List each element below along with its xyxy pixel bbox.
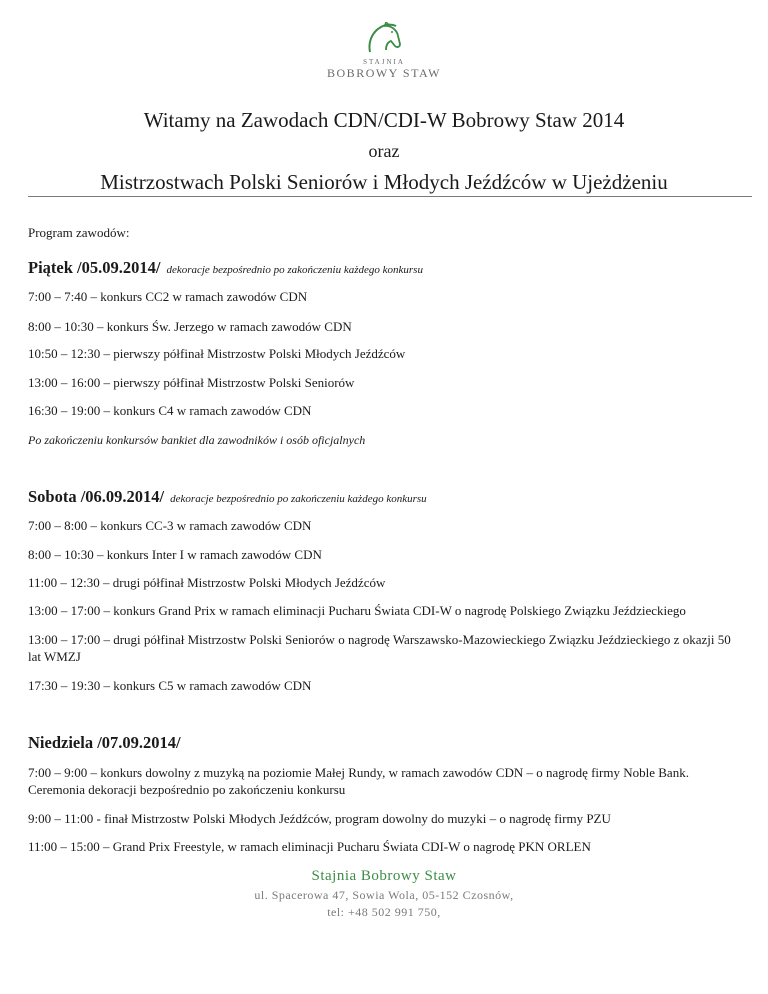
saturday-item: 13:00 – 17:00 – konkurs Grand Prix w ramach eliminacji Pucharu Świata CDI-W o nagrodę Polskiego Związku Jeździeckiego <box>28 603 686 618</box>
friday-item: 8:00 – 10:30 – konkurs Św. Jerzego w ramach zawodów CDN <box>28 319 352 334</box>
friday-item: 16:30 – 19:00 – konkurs C4 w ramach zawodów CDN <box>28 403 312 418</box>
saturday-item: 11:00 – 12:30 – drugi półfinał Mistrzostw Polski Młodych Jeźdźców <box>28 575 386 590</box>
friday-item: 7:00 – 7:40 – konkurs CC2 w ramach zawodów CDN <box>28 289 308 304</box>
saturday-item: 7:00 – 8:00 – konkurs CC-3 w ramach zawodów CDN <box>28 518 312 533</box>
logo <box>0 22 768 81</box>
friday-note: dekoracje bezpośrednio po zakończeniu każdego konkursu <box>166 264 423 276</box>
saturday-title: Sobota /06.09.2014/ <box>28 487 165 506</box>
program-label: Program zawodów: <box>28 225 130 240</box>
friday-footnote: Po zakończeniu konkursów bankiet dla zawodników i osób oficjalnych <box>28 433 366 447</box>
friday-heading <box>28 258 423 278</box>
saturday-item: 17:30 – 19:30 – konkurs C5 w ramach zawodów CDN <box>28 678 312 693</box>
saturday-item: 13:00 – 17:00 – drugi półfinał Mistrzostw Polski Seniorów o nagrodę Warszawsko-Mazowieckiego Związku Jeździeckiego z okazji 50 lat WMZJ <box>28 632 731 664</box>
sunday-title: Niedziela /07.09.2014/ <box>28 733 181 752</box>
sunday-item: 9:00 – 11:00 - finał Mistrzostw Polski Młodych Jeźdźców, program dowolny do muzyki – o nagrodę firmy PZU <box>28 811 611 826</box>
header-line-1: Witamy na Zawodach CDN/CDI-W Bobrowy Staw 2014 <box>143 108 625 132</box>
friday-item: 13:00 – 16:00 – pierwszy półfinał Mistrzostw Polski Seniorów <box>28 375 355 390</box>
saturday-item: 8:00 – 10:30 – konkurs Inter I w ramach zawodów CDN <box>28 547 322 562</box>
horse-head-icon <box>364 22 404 56</box>
logo-small-text: STAJNIA <box>363 58 405 66</box>
footer-name: Stajnia Bobrowy Staw <box>311 868 457 884</box>
saturday-heading <box>28 487 427 507</box>
sunday-item: 11:00 – 15:00 – Grand Prix Freestyle, w ramach eliminacji Pucharu Świata CDI-W o nagrodę PKN ORLEN <box>28 839 591 854</box>
footer-phone: tel: +48 502 991 750, <box>327 905 441 919</box>
saturday-note: dekoracje bezpośrednio po zakończeniu każdego konkursu <box>170 493 427 505</box>
sunday-item: 7:00 – 9:00 – konkurs dowolny z muzyką na poziomie Małej Rundy, w ramach zawodów CDN – o nagrodę firmy Noble Bank. Ceremonia dekoracji bezpośrednio po zakończeniu konkursu <box>28 765 689 797</box>
logo-big-text: BOBROWY STAW <box>327 66 441 80</box>
sunday-heading <box>28 733 181 753</box>
friday-item: 10:50 – 12:30 – pierwszy półfinał Mistrzostw Polski Młodych Jeźdźców <box>28 346 406 361</box>
footer-address: ul. Spacerowa 47, Sowia Wola, 05-152 Czosnów, <box>254 888 514 902</box>
header-divider <box>28 196 752 197</box>
friday-title: Piątek /05.09.2014/ <box>28 258 161 277</box>
header-line-3: Mistrzostwach Polski Seniorów i Młodych Jeźdźców w Ujeżdżeniu <box>100 170 668 194</box>
header-line-2: oraz <box>368 141 400 161</box>
